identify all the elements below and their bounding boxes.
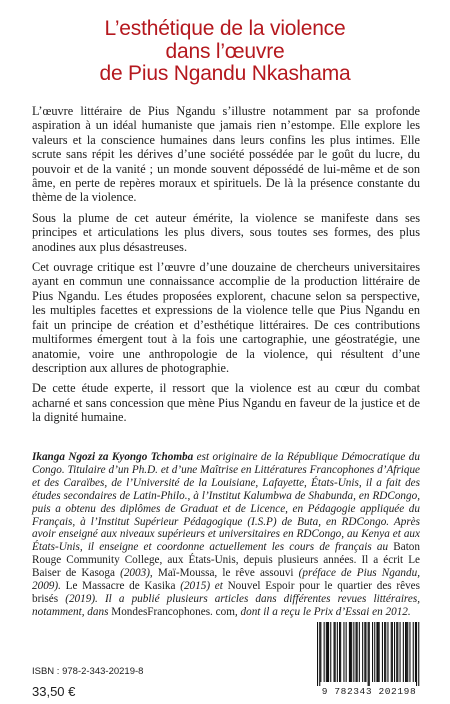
bio-book-4: Nouvel Espoir pour le quartier des rêves brisés — [32, 580, 420, 605]
barcode-digits: 9 782343 202198 — [321, 686, 417, 697]
bio-preface: (préface de Pius Ngandu, 2009). — [32, 567, 420, 593]
bio-book-2: Maï-Moussa, le rêve assouvi — [152, 567, 294, 580]
bio-author-name: Ikanga Ngozi za Kyongo Tchomba — [32, 451, 194, 463]
title-line-3: de Pius Ngandu Nkashama — [99, 62, 351, 85]
synopsis — [32, 104, 420, 431]
isbn-label: ISBN : 978-2-343-20219-8 — [32, 666, 144, 677]
title-line-2: dans l’œuvre — [165, 39, 285, 63]
synopsis-paragraph-4: De cette étude experte, il ressort que la violence est au cœur du combat acharné et sans concession que mène Pius Ngandu en faveur de la justice et de la dignité humaine. — [32, 381, 420, 425]
bio-paragraph — [32, 451, 420, 619]
bio-text-2: Baton Rouge Community College, aux États-Unis, depuis plusieurs années. Il a écrit — [32, 541, 420, 567]
barcode — [313, 620, 425, 698]
price-label: 33,50 € — [32, 684, 76, 699]
bio-year-1: (2003), — [114, 567, 153, 580]
synopsis-paragraph-3: Cet ouvrage critique est l’œuvre d’une douzaine de chercheurs universitaires ayant en commun une connaissance accomplie de la production littéraire de Pius Ngandu. Les études proposées explorent, chacune selon sa perspective, les multiples facettes et expressions de la violence telle que Pius Ngandu en fait un principe de création et d’esthétique littéraires. De ces contributions multiformes émergent tout à la fois une cartographie, une géostratégie, une anatomie, voire une anthropologie de la violence, qui résultent d’une description aux allures de photographie. — [32, 260, 420, 375]
bio-website: MondesFrancophones. com — [111, 605, 235, 618]
barcode-bars — [313, 620, 425, 686]
author-bio — [32, 451, 420, 619]
synopsis-paragraph-2: Sous la plume de cet auteur émérite, la violence se manifeste dans ses principes et articulations les plus divers, sous toutes ses formes, des plus anodines aux plus désastreuses. — [32, 210, 420, 254]
bio-book-1: Le Baiser de Kasoga — [32, 554, 420, 580]
bio-end: , dont il a reçu le Prix d’Essai en 2012. — [234, 605, 411, 618]
bio-year-4: (2019). Il a publié plusieurs articles dans différentes revues littéraires, notamment, dans — [32, 592, 420, 618]
book-title — [20, 18, 430, 86]
bio-text-1: est originaire de la République Démocratique du Congo. Titulaire d’un Ph.D. et d’une Maîtrise en Littératures Francophones d’Afrique et des Caraïbes, de l’Université de la Louisiane, Lafayette, États-Unis, il a fait des études secondaires de Latin-Philo., à l’Institut Kalumbwa de Shabunda, en RDCongo, puis a obtenu des diplômes de Graduat et de Licence, en Pédagogie appliquée du Français, à l’Institut Supérieur Pédagogique (I.S.P) de Buta, en RDCongo. Après avoir enseigné aux niveaux supérieurs et universitaires en RDCongo, au Kenya et aux États-Unis, il enseigne et coordonne actuellement les cours de français au — [32, 451, 420, 554]
bio-book-3: Le Massacre de Kasika — [60, 580, 176, 593]
bio-year-3: (2015) et — [175, 580, 228, 593]
title-line-1: L’esthétique de la violence — [104, 17, 346, 40]
synopsis-paragraph-1: L’œuvre littéraire de Pius Ngandu s’illustre notamment par sa profonde aspiration à un idéal humaniste que jamais rien n’estompe. Elle explore les valeurs et la conscience humaines dans leurs confins les plus intimes. Elle scrute sans répit les dérives d’une société possédée par le goût du lucre, du pouvoir et de la vanité ; un monde souvent dépossédé de lui-même et de son âme, en perte de repères moraux et spirituels. De là la présence constante du thème de la violence. — [32, 104, 420, 205]
